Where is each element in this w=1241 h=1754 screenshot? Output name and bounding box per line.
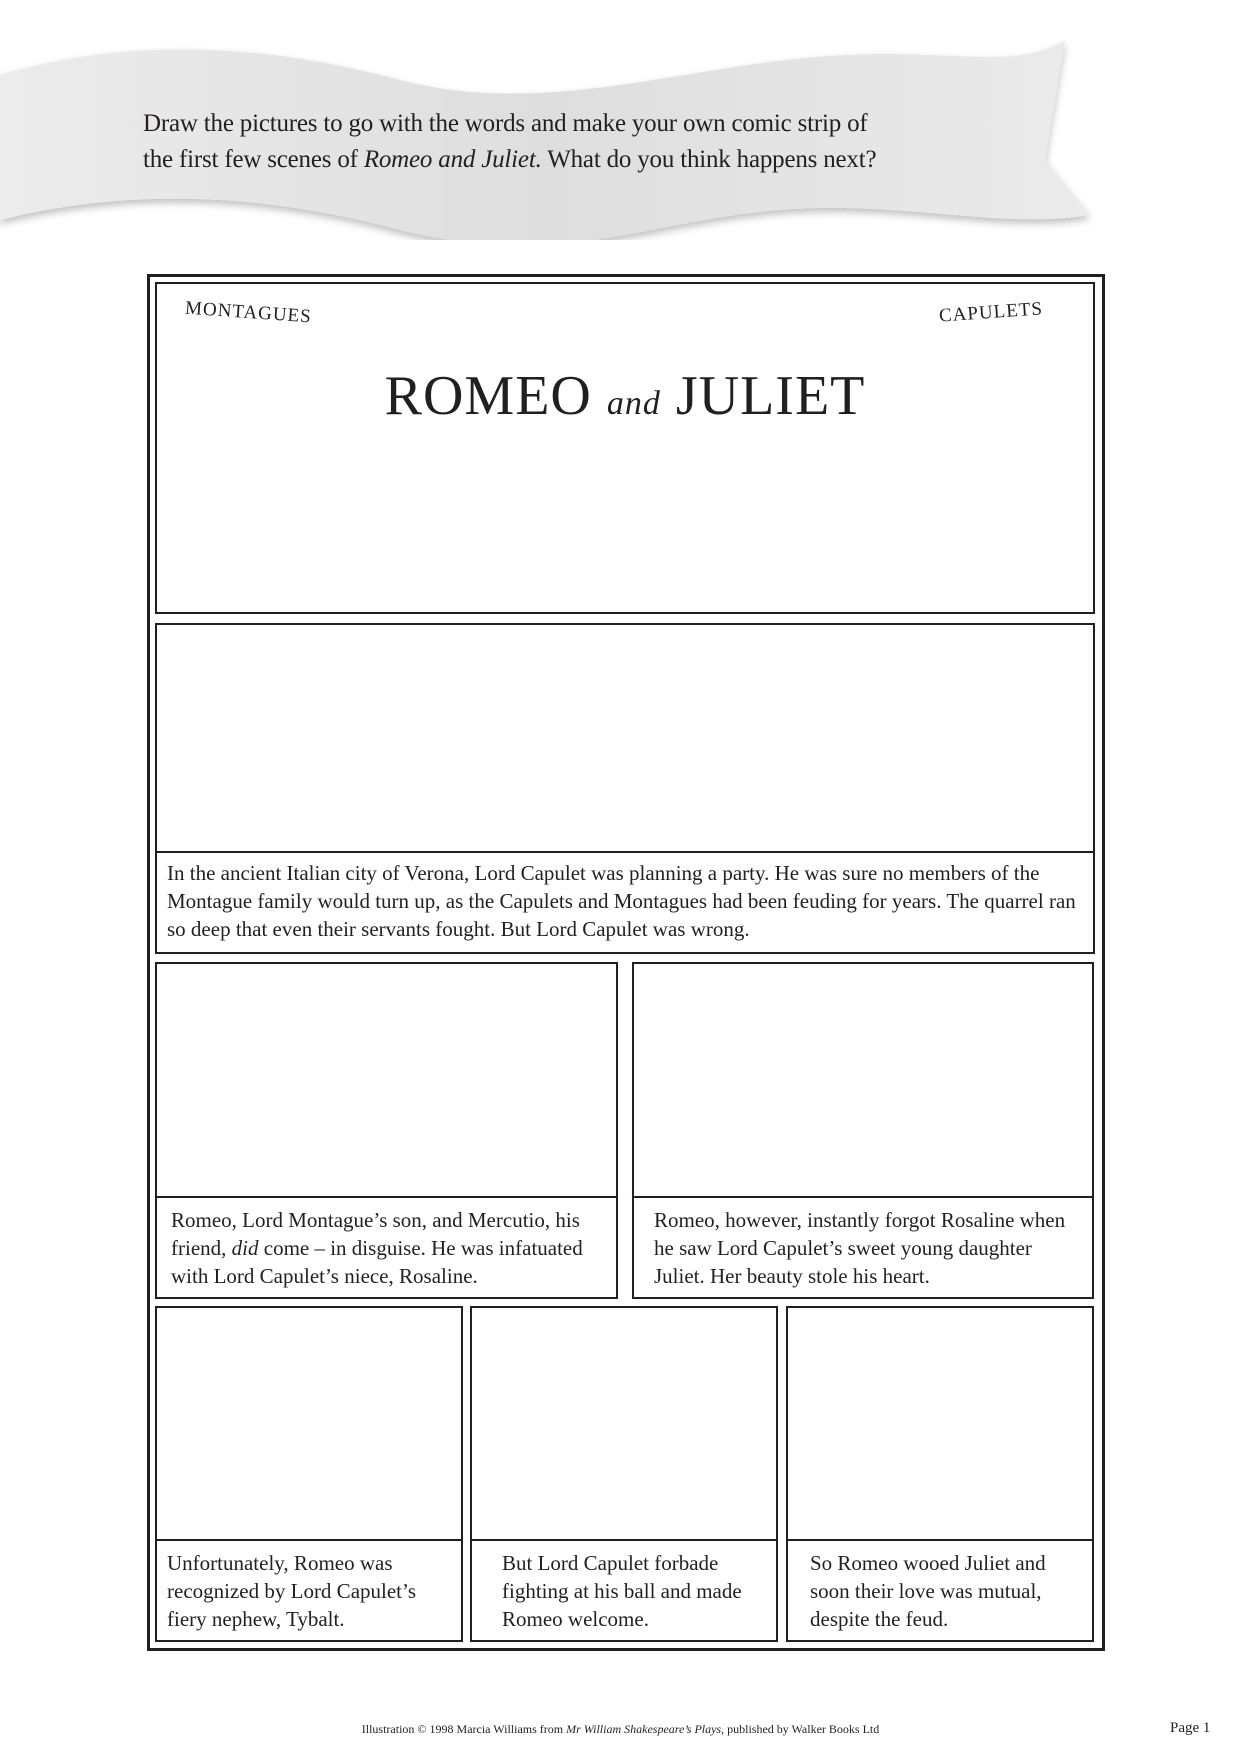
- page-number: Page 1: [1170, 1720, 1211, 1736]
- copyright-footer: [0, 1722, 1241, 1737]
- capulets-label: CAPULETS: [938, 298, 1044, 327]
- panel-caption: So Romeo wooed Juliet and soon their love was mutual, despite the feud.: [788, 1539, 1092, 1640]
- title-and: and: [606, 385, 661, 422]
- caption-italic: did: [231, 1236, 259, 1260]
- panel-caption: But Lord Capulet forbade fighting at his ball and made Romeo welcome.: [472, 1539, 776, 1640]
- instructions-text: the first few scenes of: [143, 146, 364, 173]
- panel-caption: Romeo, however, instantly forgot Rosaline when he saw Lord Capulet’s sweet young daughter Juliet. Her beauty stole his heart.: [634, 1196, 1092, 1297]
- title-romeo: ROMEO: [384, 365, 592, 427]
- instructions-line-2: [143, 142, 1043, 178]
- comic-panel-3[interactable]: [632, 962, 1094, 1299]
- footer-book-title: Mr William Shakespeare’s Plays: [566, 1722, 722, 1736]
- play-title: [157, 364, 1093, 428]
- title-panel: [155, 282, 1095, 614]
- footer-text: Illustration © 1998 Marcia Williams from: [361, 1722, 567, 1736]
- title-juliet: JULIET: [675, 365, 866, 427]
- comic-panel-5[interactable]: [470, 1306, 778, 1642]
- panel-caption: Unfortunately, Romeo was recognized by Lord Capulet’s fiery nephew, Tybalt.: [157, 1539, 461, 1640]
- caption-text: Romeo, Lord Montague’s son, and Mercutio, his friend,: [171, 1208, 580, 1260]
- panel-caption: In the ancient Italian city of Verona, Lord Capulet was planning a party. He was sure no members of the Montague family would turn up, as the Capulets and Montagues had been feuding for years. The quarrel ran so deep that even their servants fought. But Lord Capulet was wrong.: [157, 851, 1093, 952]
- montagues-label: MONTAGUES: [184, 297, 313, 328]
- panel-caption: [157, 1196, 616, 1297]
- comic-panel-2[interactable]: [155, 962, 618, 1299]
- play-title-italic: Romeo and Juliet.: [363, 146, 542, 173]
- comic-panel-1[interactable]: [155, 623, 1095, 954]
- instructions-line-1: Draw the pictures to go with the words and make your own comic strip of: [143, 110, 868, 137]
- caption-text: come – in disguise. He was infatuated with Lord Capulet’s niece, Rosaline.: [171, 1236, 583, 1288]
- instructions-text: What do you think happens next?: [541, 146, 877, 173]
- footer-text: , published by Walker Books Ltd: [721, 1722, 880, 1736]
- comic-panel-4[interactable]: [155, 1306, 463, 1642]
- comic-panel-6[interactable]: [786, 1306, 1094, 1642]
